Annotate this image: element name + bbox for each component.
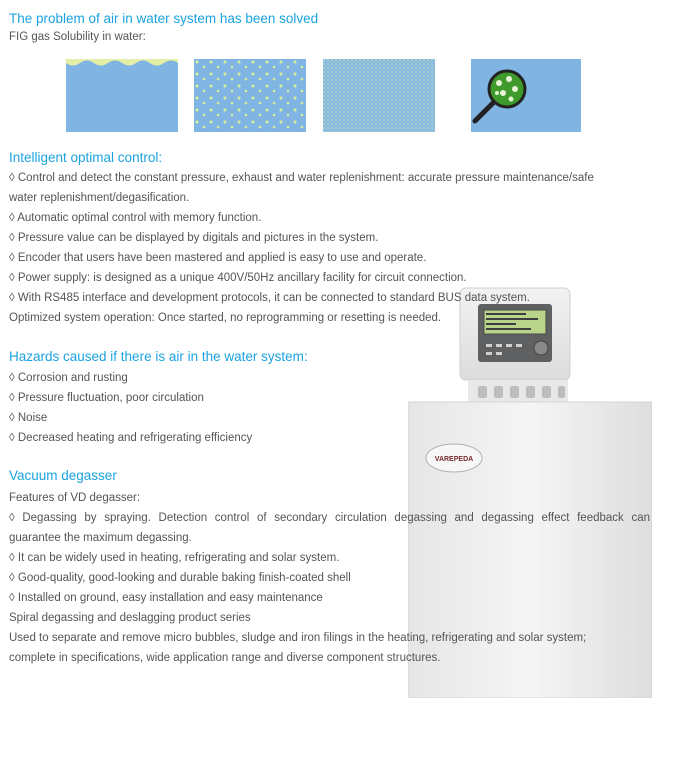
section-title-hazards: Hazards caused if there is air in the water system: <box>9 349 308 364</box>
control-item: water replenishment/degasification. <box>9 192 190 204</box>
vacuum-line: ◊ Degassing by spraying. Detection control of secondary circulation degassing and degassing effect feedback can <box>9 512 650 524</box>
device-brand-label: VAREPEDA <box>434 456 474 463</box>
fig-caption: FIG gas Solubility in water: <box>9 31 146 43</box>
control-item: Optimized system operation: Once started, no reprogramming or resetting is needed. <box>9 312 442 324</box>
control-item: ◊ Control and detect the constant pressure, exhaust and water replenishment: accurate pressure maintenance/safe <box>9 172 594 184</box>
section-title-intelligent-control: Intelligent optimal control: <box>9 150 163 165</box>
control-item: ◊ Pressure value can be displayed by digitals and pictures in the system. <box>9 232 379 244</box>
vacuum-line: guarantee the maximum degassing. <box>9 532 192 544</box>
vacuum-line: Features of VD degasser: <box>9 492 141 504</box>
figure-micro-bubbles <box>323 59 435 132</box>
vacuum-line: ◊ Installed on ground, easy installation and easy maintenance <box>9 592 323 604</box>
vacuum-line: Spiral degassing and deslagging product series <box>9 612 251 624</box>
hazard-item: ◊ Pressure fluctuation, poor circulation <box>9 392 204 404</box>
control-item: ◊ Automatic optimal control with memory function. <box>9 212 262 224</box>
figure-surface-air <box>66 59 178 132</box>
control-item: ◊ Encoder that users have been mastered and applied is easy to use and operate. <box>9 252 427 264</box>
control-item: ◊ Power supply: is designed as a unique 400V/50Hz ancillary facility for circuit connection. <box>9 272 467 284</box>
section-title-air-problem: The problem of air in water system has been solved <box>9 11 319 26</box>
vacuum-line: Used to separate and remove micro bubbles, sludge and iron filings in the heating, refrigerating and solar system; <box>9 632 587 644</box>
hazard-item: ◊ Corrosion and rusting <box>9 372 128 384</box>
figure-dispersed-bubbles <box>194 59 306 132</box>
section-title-vacuum-degasser: Vacuum degasser <box>9 468 117 483</box>
control-item: ◊ With RS485 interface and development protocols, it can be connected to standard BUS data system. <box>9 292 530 304</box>
hazard-item: ◊ Decreased heating and refrigerating efficiency <box>9 432 253 444</box>
vacuum-line: ◊ Good-quality, good-looking and durable baking finish-coated shell <box>9 572 351 584</box>
hazard-item: ◊ Noise <box>9 412 48 424</box>
vacuum-line: complete in specifications, wide application range and diverse component structures. <box>9 652 441 664</box>
figure-magnifier <box>467 59 581 132</box>
vacuum-line: ◊ It can be widely used in heating, refrigerating and solar system. <box>9 552 340 564</box>
